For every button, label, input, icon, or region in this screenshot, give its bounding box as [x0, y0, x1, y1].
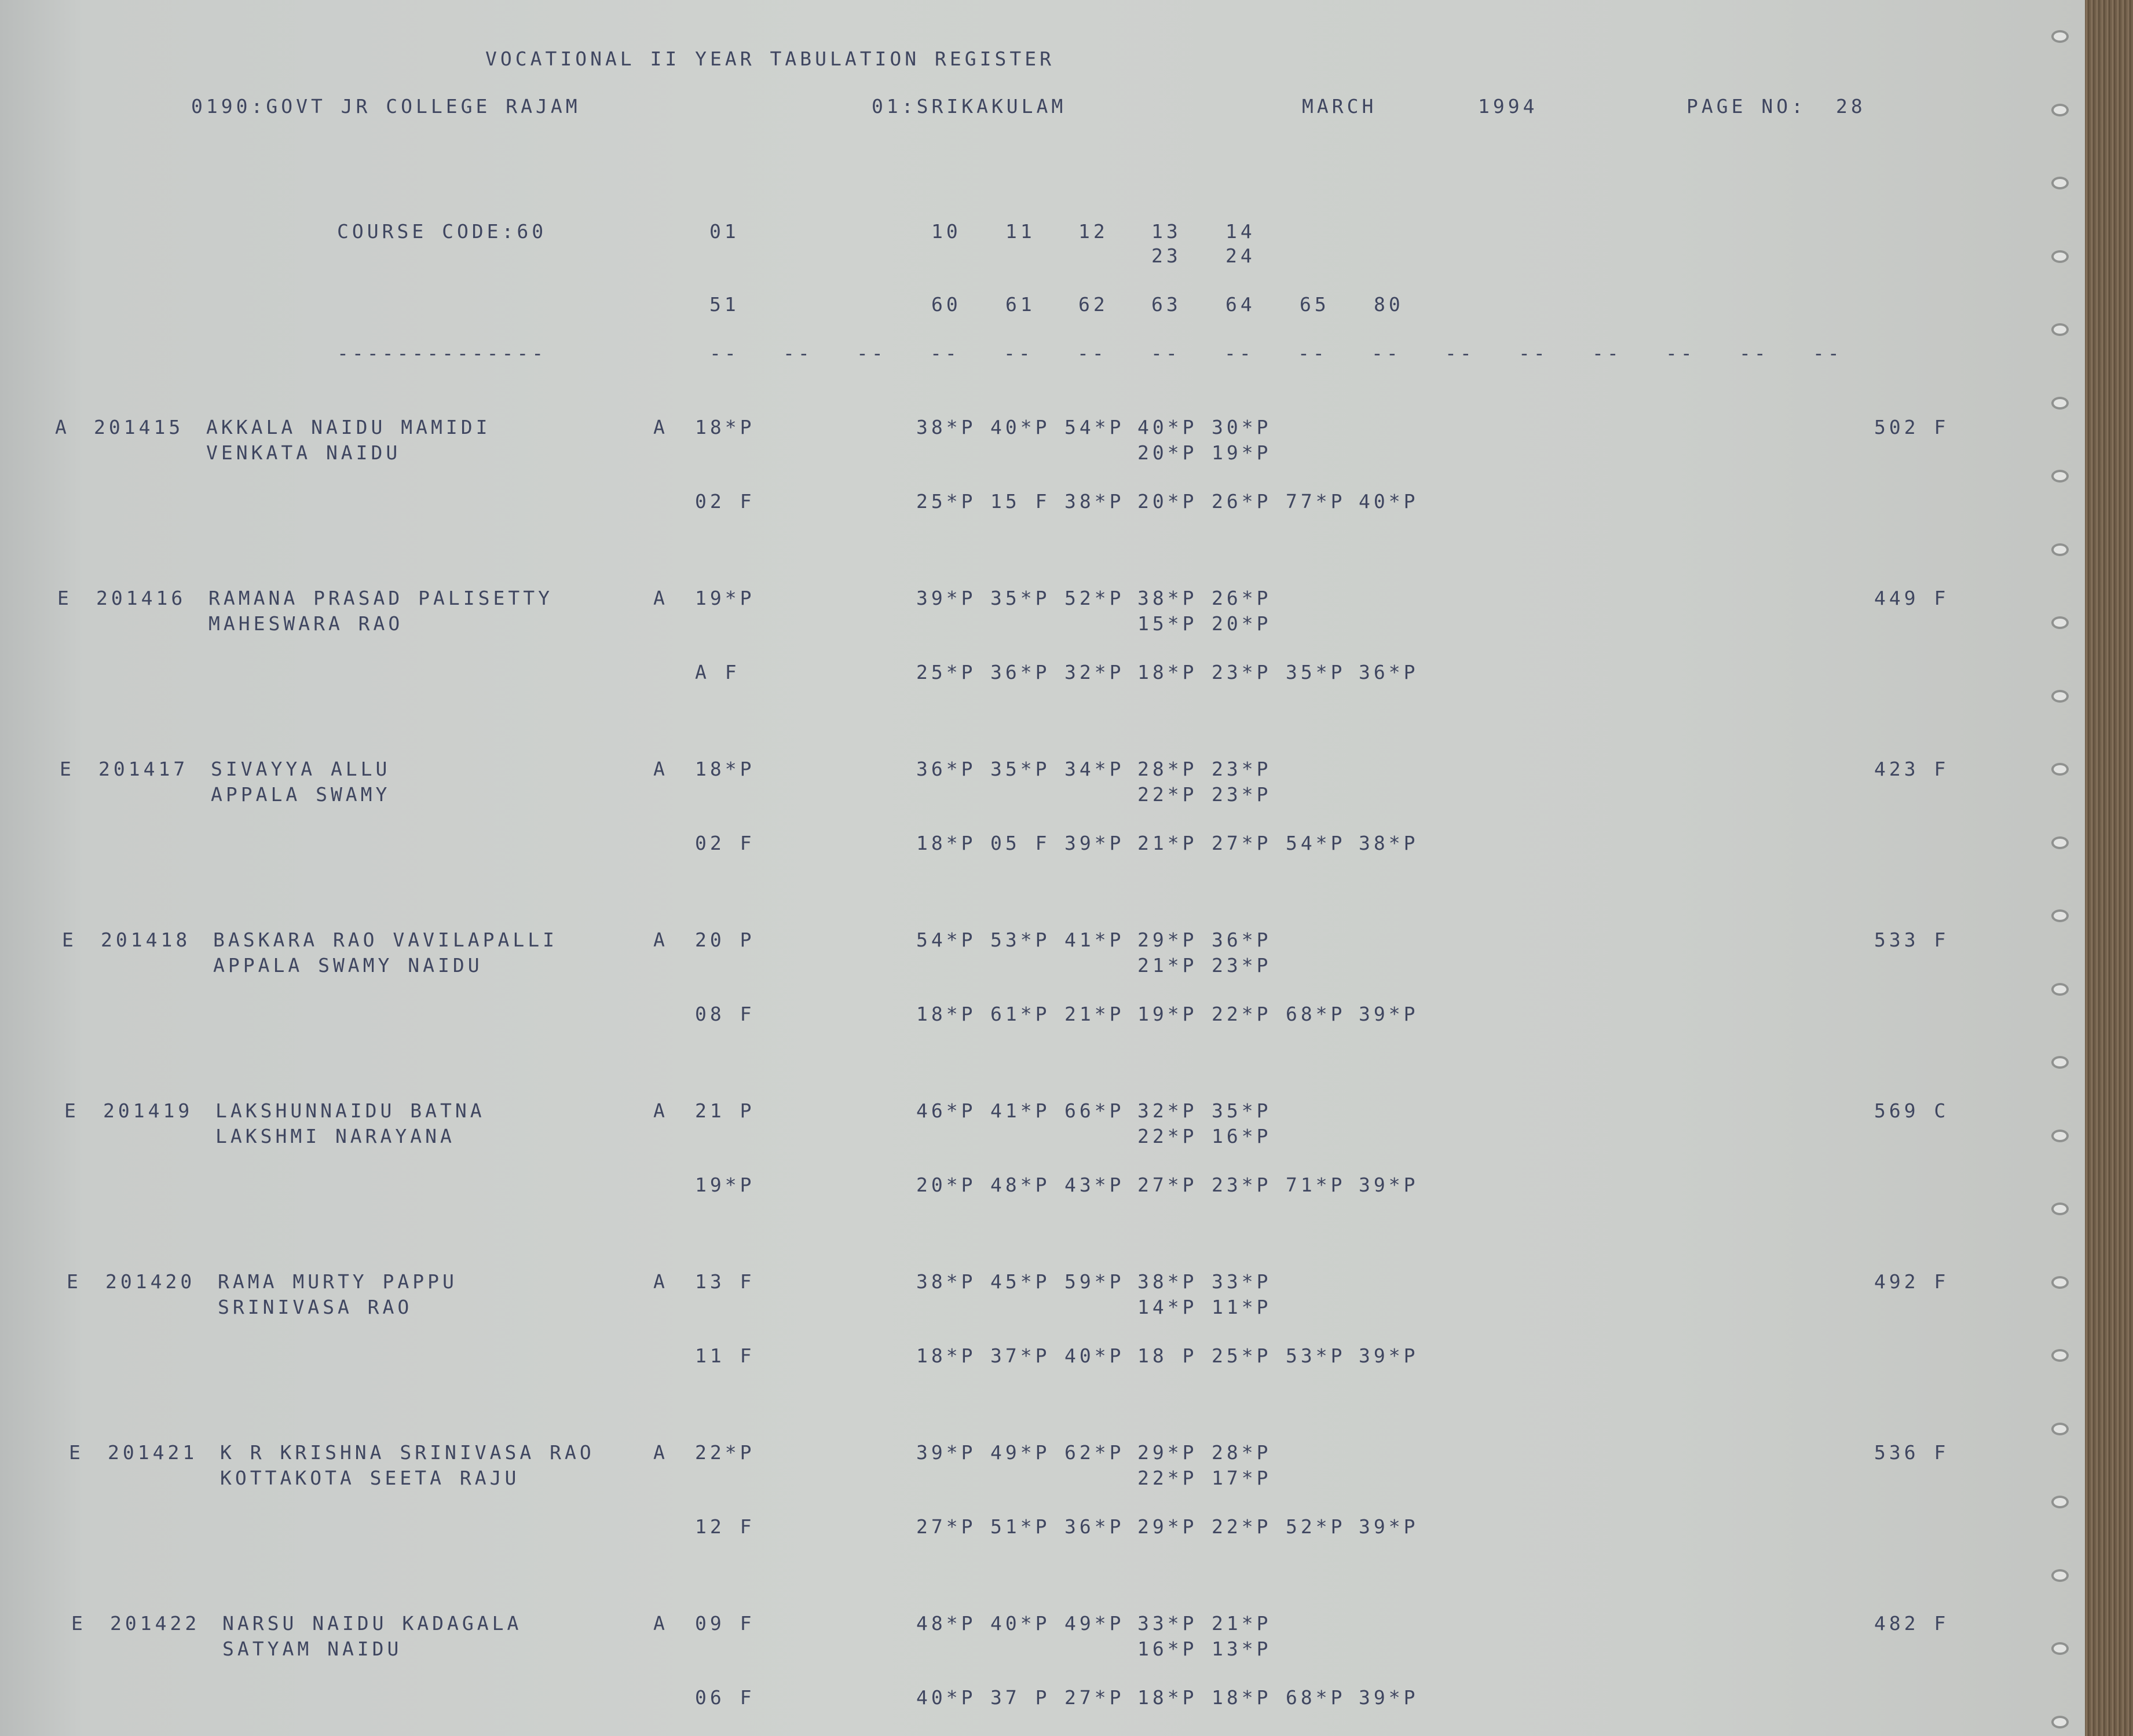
mark-part2: 11 F — [695, 1344, 755, 1367]
column-dash: -- — [930, 342, 960, 364]
mark-part2: 08 F — [695, 1003, 755, 1025]
subject-mark: 46*P — [916, 1099, 976, 1122]
subject-mark: 36*P — [1064, 1515, 1125, 1538]
subject-mark: 16*P — [1212, 1125, 1272, 1147]
college-name: 0190:GOVT JR COLLEGE RAJAM — [191, 95, 581, 118]
subject-mark: 38*P — [1137, 1270, 1198, 1293]
subject-mark: 41*P — [1064, 929, 1125, 951]
subject-mark: 52*P — [1286, 1515, 1346, 1538]
subject-mark: 22*P — [1137, 783, 1198, 806]
subject-code: 60 — [931, 293, 961, 316]
subject-mark: 23*P — [1212, 783, 1272, 806]
subject-mark: 49*P — [1064, 1612, 1125, 1635]
binder-hole — [2051, 1349, 2069, 1362]
subject-mark: 39*P — [1359, 1686, 1419, 1709]
subject-mark: 21*P — [1064, 1003, 1125, 1025]
student-name: LAKSHUNNAIDU BATNA — [215, 1099, 485, 1122]
mark-part2: 06 F — [695, 1686, 755, 1709]
subject-mark: 18*P — [1212, 1686, 1272, 1709]
subject-mark: 66*P — [1064, 1099, 1125, 1122]
subject-mark: 28*P — [1212, 1441, 1272, 1464]
total-result: 569 C — [1874, 1099, 1949, 1122]
total-result: 502 F — [1874, 416, 1949, 438]
student-category: E — [62, 929, 77, 951]
column-dash: -- — [1519, 342, 1549, 364]
subject-mark: 45*P — [990, 1270, 1051, 1293]
mark-part1: 21 P — [695, 1099, 755, 1122]
subject-mark: 37 P — [990, 1686, 1051, 1709]
subject-mark: 68*P — [1286, 1003, 1346, 1025]
column-dash: -- — [1224, 342, 1254, 364]
student-name: NARSU NAIDU KADAGALA — [222, 1612, 522, 1635]
mark-part1: 09 F — [695, 1612, 755, 1635]
subject-mark: 32*P — [1064, 661, 1125, 684]
subject-mark: 40*P — [1359, 490, 1419, 513]
student-category: E — [60, 758, 75, 780]
subject-mark: 38*P — [1137, 587, 1198, 609]
binder-hole — [2051, 983, 2069, 996]
subject-mark: 25*P — [916, 661, 976, 684]
binder-hole — [2051, 470, 2069, 483]
subject-code: 10 — [931, 220, 961, 243]
student-category: E — [57, 587, 72, 609]
course-code: COURSE CODE:60 — [337, 220, 547, 243]
subject-mark: 37*P — [990, 1344, 1051, 1367]
register-title: VOCATIONAL II YEAR TABULATION REGISTER — [485, 47, 1055, 70]
subject-mark: 27*P — [1137, 1174, 1198, 1196]
group-code: A — [653, 587, 668, 609]
subject-code: 24 — [1225, 244, 1256, 267]
subject-mark: 26*P — [1212, 587, 1272, 609]
subject-mark: 39*P — [1359, 1344, 1419, 1367]
subject-mark: 53*P — [990, 929, 1051, 951]
student-name: AKKALA NAIDU MAMIDI — [206, 416, 491, 438]
subject-code: 80 — [1374, 293, 1404, 316]
subject-mark: 35*P — [990, 587, 1051, 609]
subject-mark: 19*P — [1137, 1003, 1198, 1025]
roll-number: 201418 — [101, 929, 191, 951]
subject-mark: 25*P — [1212, 1344, 1272, 1367]
student-category: E — [67, 1270, 82, 1293]
subject-mark: 15*P — [1137, 612, 1198, 635]
district-name: 01:SRIKAKULAM — [872, 95, 1067, 118]
subject-mark: 27*P — [1212, 832, 1272, 854]
subject-mark: 39*P — [916, 587, 976, 609]
binder-hole — [2051, 1276, 2069, 1289]
subject-code: 65 — [1300, 293, 1330, 316]
group-code: A — [653, 1099, 668, 1122]
binder-hole — [2051, 836, 2069, 849]
subject-mark: 23*P — [1212, 1174, 1272, 1196]
binder-hole — [2051, 177, 2069, 189]
subject-code: 64 — [1225, 293, 1256, 316]
subject-mark: 48*P — [916, 1612, 976, 1635]
subject-mark: 20*P — [1212, 612, 1272, 635]
father-name: LAKSHMI NARAYANA — [215, 1125, 455, 1147]
subject-mark: 61*P — [990, 1003, 1051, 1025]
subject-mark: 27*P — [1064, 1686, 1125, 1709]
subject-mark: 34*P — [1064, 758, 1125, 780]
subject-mark: 21*P — [1212, 1612, 1272, 1635]
subject-mark: 39*P — [1359, 1003, 1419, 1025]
subject-mark: 32*P — [1137, 1099, 1198, 1122]
subject-mark: 22*P — [1137, 1467, 1198, 1489]
subject-mark: 33*P — [1137, 1612, 1198, 1635]
binder-hole — [2051, 690, 2069, 703]
subject-mark: 68*P — [1286, 1686, 1346, 1709]
subject-mark: 18*P — [1137, 1686, 1198, 1709]
subject-mark: 38*P — [1064, 490, 1125, 513]
mark-part2: A F — [695, 661, 740, 684]
student-category: E — [69, 1441, 84, 1464]
mark-part1: 19*P — [695, 587, 755, 609]
roll-number: 201417 — [98, 758, 189, 780]
subject-mark: 52*P — [1064, 587, 1125, 609]
group-code: A — [653, 1441, 668, 1464]
subject-mark: 40*P — [1137, 416, 1198, 438]
total-result: 533 F — [1874, 929, 1949, 951]
subject-mark: 18*P — [916, 1003, 976, 1025]
binder-hole — [2051, 1642, 2069, 1655]
subject-mark: 39*P — [1359, 1174, 1419, 1196]
student-name: BASKARA RAO VAVILAPALLI — [213, 929, 558, 951]
column-dash: -- — [1445, 342, 1475, 364]
total-result: 536 F — [1874, 1441, 1949, 1464]
subject-code: 61 — [1005, 293, 1036, 316]
subject-mark: 36*P — [1212, 929, 1272, 951]
group-code: A — [653, 1612, 668, 1635]
binder-hole — [2051, 1203, 2069, 1215]
student-name: K R KRISHNA SRINIVASA RAO — [220, 1441, 595, 1464]
subject-code: 23 — [1151, 244, 1181, 267]
subject-code: 11 — [1005, 220, 1036, 243]
subject-mark: 38*P — [916, 416, 976, 438]
father-name: KOTTAKOTA SEETA RAJU — [220, 1467, 520, 1489]
total-result: 482 F — [1874, 1612, 1949, 1635]
father-name: APPALA SWAMY NAIDU — [213, 954, 483, 977]
subject-mark: 17*P — [1212, 1467, 1272, 1489]
subject-mark: 38*P — [916, 1270, 976, 1293]
column-dash: -- — [1813, 342, 1843, 364]
page-number: 28 — [1836, 95, 1866, 118]
column-dash: -- — [1298, 342, 1328, 364]
father-name: SATYAM NAIDU — [222, 1638, 403, 1660]
mark-part1: 18*P — [695, 416, 755, 438]
subject-mark: 39*P — [1064, 832, 1125, 854]
subject-code: 62 — [1078, 293, 1108, 316]
mark-part2: 02 F — [695, 490, 755, 513]
subject-mark: 36*P — [990, 661, 1051, 684]
binder-hole — [2051, 1423, 2069, 1435]
subject-code: 12 — [1078, 220, 1108, 243]
subject-mark: 43*P — [1064, 1174, 1125, 1196]
group-code: A — [653, 929, 668, 951]
mark-part1: 20 P — [695, 929, 755, 951]
subject-mark: 27*P — [916, 1515, 976, 1538]
roll-number: 201420 — [105, 1270, 196, 1293]
mark-part2: 12 F — [695, 1515, 755, 1538]
subject-mark: 18 P — [1137, 1344, 1198, 1367]
subject-mark: 13*P — [1212, 1638, 1272, 1660]
binder-hole — [2051, 616, 2069, 629]
roll-number: 201422 — [110, 1612, 200, 1635]
subject-mark: 39*P — [1359, 1515, 1419, 1538]
father-name: MAHESWARA RAO — [208, 612, 404, 635]
subject-mark: 20*P — [1137, 441, 1198, 464]
page-label: PAGE NO: — [1686, 95, 1806, 118]
mark-part1: 13 F — [695, 1270, 755, 1293]
subject-mark: 33*P — [1212, 1270, 1272, 1293]
subject-mark: 11*P — [1212, 1296, 1272, 1318]
student-category: A — [55, 416, 70, 438]
father-name: VENKATA NAIDU — [206, 441, 401, 464]
subject-mark: 05 F — [990, 832, 1051, 854]
subject-mark: 29*P — [1137, 1515, 1198, 1538]
exam-month: MARCH — [1302, 95, 1377, 118]
column-dash: -- — [1739, 342, 1769, 364]
subject-mark: 36*P — [916, 758, 976, 780]
binder-hole — [2051, 30, 2069, 43]
binding-spine — [2085, 0, 2133, 1736]
mark-part1: 22*P — [695, 1441, 755, 1464]
subject-mark: 20*P — [916, 1174, 976, 1196]
binder-hole — [2051, 1716, 2069, 1728]
student-category: E — [71, 1612, 86, 1635]
subject-mark: 22*P — [1212, 1003, 1272, 1025]
subject-mark: 35*P — [990, 758, 1051, 780]
total-result: 492 F — [1874, 1270, 1949, 1293]
subject-mark: 53*P — [1286, 1344, 1346, 1367]
subject-mark: 59*P — [1064, 1270, 1125, 1293]
subject-mark: 18*P — [916, 832, 976, 854]
column-dash: -- — [857, 342, 887, 364]
subject-mark: 49*P — [990, 1441, 1051, 1464]
binder-hole — [2051, 1056, 2069, 1069]
subject-mark: 62*P — [1064, 1441, 1125, 1464]
subject-mark: 40*P — [916, 1686, 976, 1709]
subject-mark: 14*P — [1137, 1296, 1198, 1318]
subject-mark: 40*P — [990, 416, 1051, 438]
subject-mark: 22*P — [1137, 1125, 1198, 1147]
student-name: RAMA MURTY PAPPU — [218, 1270, 458, 1293]
subject-mark: 18*P — [916, 1344, 976, 1367]
column-dash: -- — [709, 342, 740, 364]
father-name: SRINIVASA RAO — [218, 1296, 413, 1318]
subject-code: 13 — [1151, 220, 1181, 243]
subject-mark: 30*P — [1212, 416, 1272, 438]
subject-mark: 36*P — [1359, 661, 1419, 684]
subject-mark: 22*P — [1212, 1515, 1272, 1538]
column-dash: -- — [1371, 342, 1402, 364]
total-result: 423 F — [1874, 758, 1949, 780]
subject-mark: 23*P — [1212, 954, 1272, 977]
subject-mark: 54*P — [916, 929, 976, 951]
father-name: APPALA SWAMY — [211, 783, 391, 806]
subject-mark: 23*P — [1212, 661, 1272, 684]
subject-mark: 54*P — [1286, 832, 1346, 854]
subject-code: 01 — [709, 220, 740, 243]
subject-mark: 39*P — [916, 1441, 976, 1464]
subject-mark: 38*P — [1359, 832, 1419, 854]
subject-mark: 26*P — [1212, 490, 1272, 513]
binder-hole — [2051, 1569, 2069, 1582]
subject-mark: 29*P — [1137, 929, 1198, 951]
roll-number: 201421 — [108, 1441, 198, 1464]
subject-mark: 40*P — [990, 1612, 1051, 1635]
subject-mark: 19*P — [1212, 441, 1272, 464]
subject-mark: 15 F — [990, 490, 1051, 513]
binder-hole — [2051, 763, 2069, 776]
binder-hole — [2051, 397, 2069, 410]
total-result: 449 F — [1874, 587, 1949, 609]
subject-mark: 51*P — [990, 1515, 1051, 1538]
subject-mark: 16*P — [1137, 1638, 1198, 1660]
roll-number: 201415 — [94, 416, 184, 438]
column-dash: -- — [1151, 342, 1181, 364]
subject-mark: 35*P — [1286, 661, 1346, 684]
subject-mark: 23*P — [1212, 758, 1272, 780]
column-dash: -- — [1666, 342, 1696, 364]
group-code: A — [653, 1270, 668, 1293]
subject-mark: 21*P — [1137, 832, 1198, 854]
group-code: A — [653, 416, 668, 438]
binder-hole — [2051, 250, 2069, 263]
column-dash: -- — [1592, 342, 1622, 364]
subject-code: 51 — [709, 293, 740, 316]
header-separator: -------------- — [337, 342, 547, 364]
student-name: SIVAYYA ALLU — [211, 758, 391, 780]
column-dash: -- — [1077, 342, 1107, 364]
subject-code: 14 — [1225, 220, 1256, 243]
subject-mark: 48*P — [990, 1174, 1051, 1196]
subject-mark: 77*P — [1286, 490, 1346, 513]
mark-part2: 19*P — [695, 1174, 755, 1196]
subject-mark: 29*P — [1137, 1441, 1198, 1464]
subject-mark: 25*P — [916, 490, 976, 513]
binder-hole — [2051, 543, 2069, 556]
mark-part2: 02 F — [695, 832, 755, 854]
subject-mark: 20*P — [1137, 490, 1198, 513]
column-dash: -- — [1004, 342, 1034, 364]
binder-hole — [2051, 1130, 2069, 1142]
subject-mark: 21*P — [1137, 954, 1198, 977]
subject-mark: 41*P — [990, 1099, 1051, 1122]
subject-code: 63 — [1151, 293, 1181, 316]
subject-mark: 71*P — [1286, 1174, 1346, 1196]
student-category: E — [64, 1099, 79, 1122]
subject-mark: 35*P — [1212, 1099, 1272, 1122]
column-dash: -- — [783, 342, 813, 364]
binder-hole — [2051, 1496, 2069, 1508]
subject-mark: 54*P — [1064, 416, 1125, 438]
subject-mark: 18*P — [1137, 661, 1198, 684]
subject-mark: 28*P — [1137, 758, 1198, 780]
group-code: A — [653, 758, 668, 780]
student-name: RAMANA PRASAD PALISETTY — [208, 587, 553, 609]
mark-part1: 18*P — [695, 758, 755, 780]
exam-year: 1994 — [1478, 95, 1538, 118]
binder-hole — [2051, 909, 2069, 922]
subject-mark: 40*P — [1064, 1344, 1125, 1367]
roll-number: 201419 — [103, 1099, 193, 1122]
binder-hole — [2051, 104, 2069, 116]
roll-number: 201416 — [96, 587, 186, 609]
binder-hole — [2051, 323, 2069, 336]
